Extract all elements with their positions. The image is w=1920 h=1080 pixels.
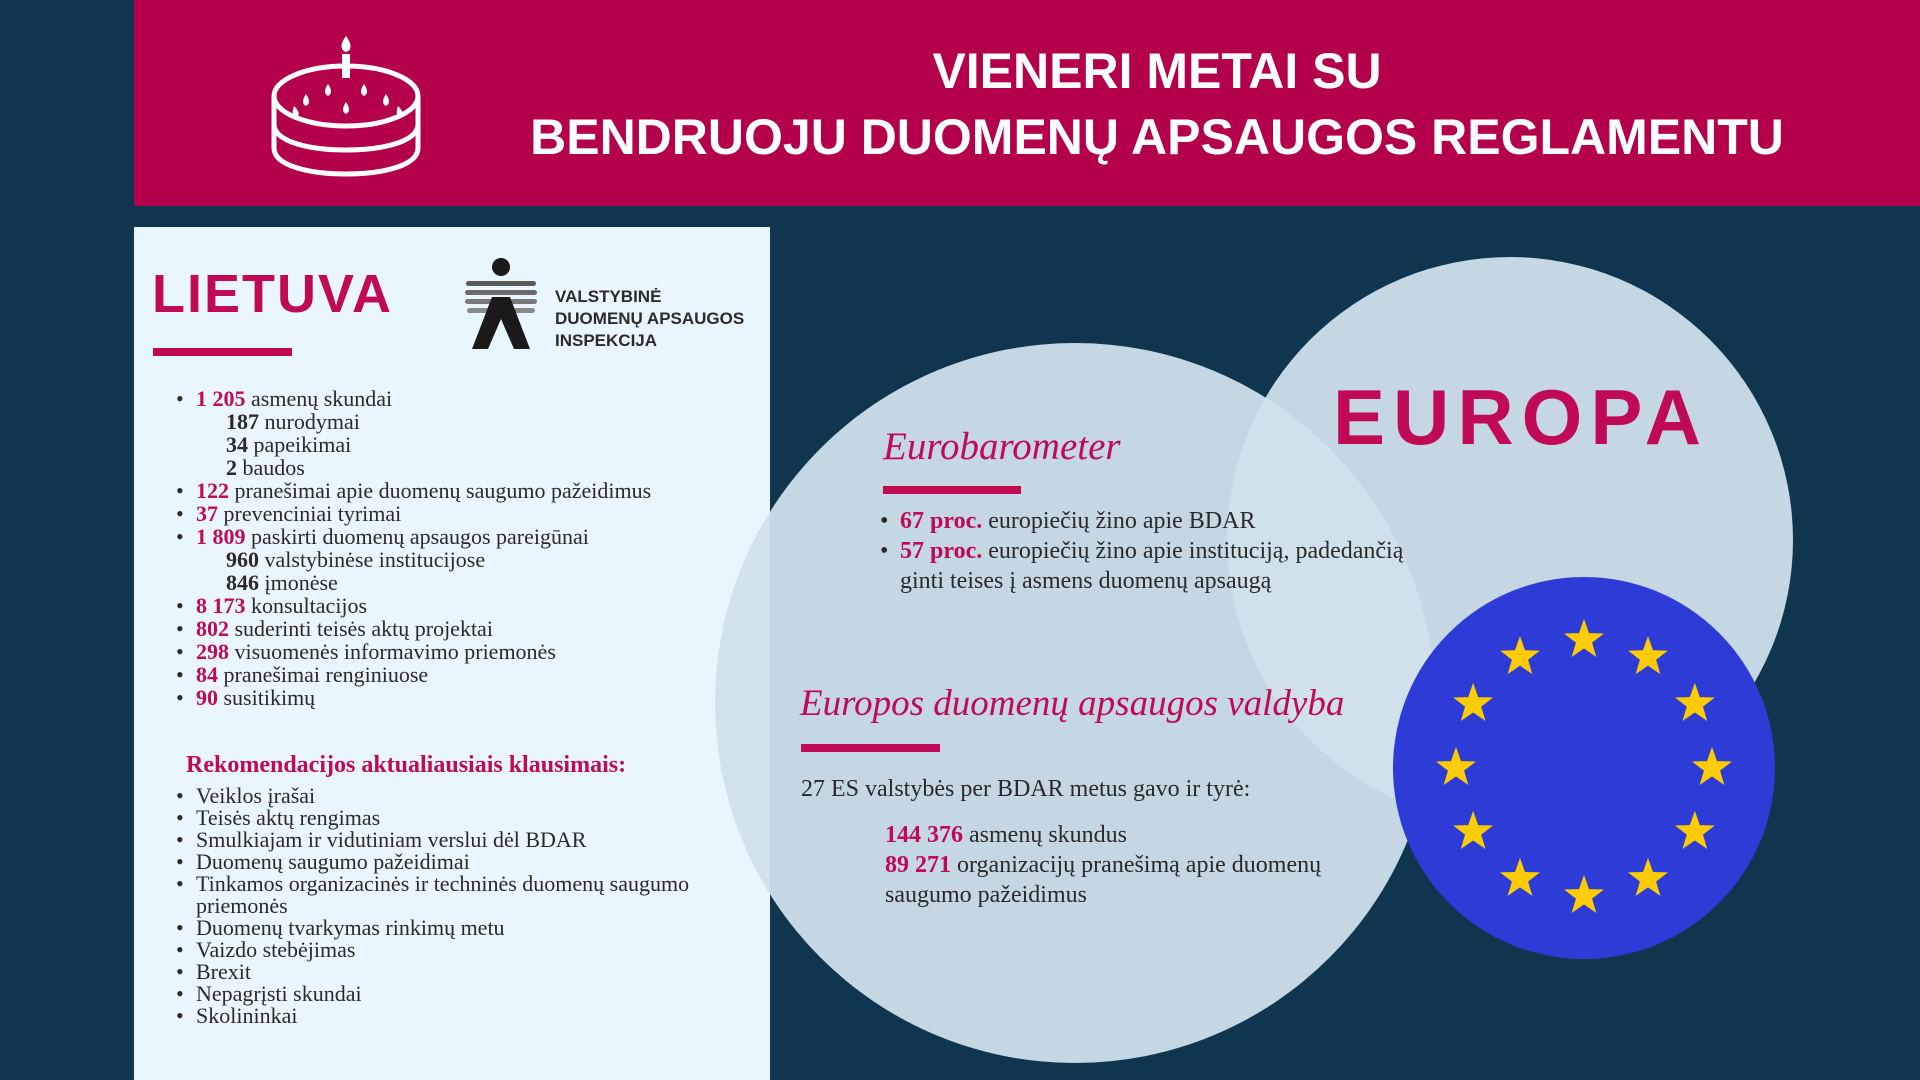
eurobarometer-number: 57 proc.: [900, 538, 983, 564]
lietuva-stat-item: [196, 502, 651, 525]
recommendation-item: • Nepagrįsti skundai: [196, 983, 716, 1005]
europa-title: EUROPA: [1333, 373, 1709, 461]
recommendation-item: • Skolininkai: [196, 1005, 716, 1027]
lietuva-stat-item: [196, 594, 651, 617]
recommendations-list: [196, 785, 716, 1027]
stat-label: asmenų skundai: [245, 386, 393, 411]
stat-number: 802: [196, 616, 229, 641]
edpb-stat-item: [885, 820, 1325, 850]
recommendation-item: • Duomenų tvarkymas rinkimų metu: [196, 917, 716, 939]
stat-label: papeikimai: [248, 432, 352, 457]
eurobarometer-underline: [883, 486, 1021, 494]
stat-label: prevenciniai tyrimai: [218, 501, 402, 526]
stat-number: 2: [226, 455, 237, 480]
stat-label: pranešimai apie duomenų saugumo pažeidimus: [229, 478, 652, 503]
recommendation-item: • Teisės aktų rengimas: [196, 807, 716, 829]
edpb-intro: 27 ES valstybės per BDAR metus gavo ir tyrė:: [801, 776, 1251, 802]
recommendation-item: • Duomenų saugumo pažeidimai: [196, 851, 716, 873]
lietuva-stat-item: [196, 640, 651, 663]
edpb-stat-item: [885, 850, 1325, 910]
vdai-line-3: INSPEKCIJA: [555, 331, 658, 350]
birthday-cake-icon: [270, 32, 422, 178]
lietuva-panel: [134, 227, 770, 1080]
stat-number: 960: [226, 547, 259, 572]
stat-label: įmonėse: [259, 570, 338, 595]
lietuva-stat-item: [196, 548, 651, 571]
eurobarometer-number: 67 proc.: [900, 508, 983, 534]
vdai-logo-icon: [462, 257, 540, 353]
stat-label: visuomenės informavimo priemonės: [229, 639, 556, 664]
lietuva-stat-item: [196, 387, 651, 410]
lietuva-stat-item: [196, 686, 651, 709]
eurobarometer-item: [900, 506, 1420, 536]
stat-number: 34: [226, 432, 248, 457]
lietuva-stat-item: [196, 617, 651, 640]
stat-label: valstybinėse institucijose: [259, 547, 486, 572]
eurobarometer-label: europiečių žino apie instituciją, padedančią ginti teises į asmens duomenų apsaugą: [900, 538, 1404, 594]
stat-number: 187: [226, 409, 259, 434]
stat-number: 122: [196, 478, 229, 503]
stat-number: 84: [196, 662, 218, 687]
edpb-label: asmenų skundus: [963, 822, 1127, 848]
header-banner: [134, 0, 1920, 206]
page-title: [434, 38, 1880, 170]
recommendation-item: • Vaizdo stebėjimas: [196, 939, 716, 961]
edpb-label: organizacijų pranešimą apie duomenų saugumo pažeidimus: [885, 852, 1322, 908]
title-line-1: VIENERI METAI SU: [932, 43, 1382, 99]
eu-flag-icon: [1393, 577, 1775, 959]
stat-label: baudos: [237, 455, 305, 480]
title-line-2: BENDRUOJU DUOMENŲ APSAUGOS REGLAMENTU: [530, 109, 1784, 165]
edpb-number: 89 271: [885, 852, 951, 878]
recommendation-item: • Smulkiajam ir vidutiniam verslui dėl BDAR: [196, 829, 716, 851]
stat-label: nurodymai: [259, 409, 360, 434]
stat-label: suderinti teisės aktų projektai: [229, 616, 493, 641]
lietuva-stats-list: [196, 387, 651, 709]
stat-label: pranešimai renginiuose: [218, 662, 429, 687]
stat-number: 8 173: [196, 593, 246, 618]
stat-number: 298: [196, 639, 229, 664]
recommendation-item: • Veiklos įrašai: [196, 785, 716, 807]
stat-label: paskirti duomenų apsaugos pareigūnai: [245, 524, 589, 549]
lietuva-title: LIETUVA: [152, 264, 393, 324]
stat-number: 1 205: [196, 386, 246, 411]
stat-label: konsultacijos: [245, 593, 368, 618]
lietuva-stat-item: [196, 663, 651, 686]
eurobarometer-item: [900, 536, 1420, 596]
eurobarometer-label: europiečių žino apie BDAR: [982, 508, 1256, 534]
vdai-line-2: DUOMENŲ APSAUGOS: [555, 309, 745, 328]
recommendations-title: Rekomendacijos aktualiausiais klausimais:: [186, 752, 627, 778]
lietuva-stat-item: [196, 525, 651, 548]
recommendation-item: • Tinkamos organizacinės ir techninės duomenų saugumo priemonės: [196, 873, 716, 917]
stat-number: 37: [196, 501, 218, 526]
vdai-logo-text: [555, 286, 744, 352]
recommendation-item: • Brexit: [196, 961, 716, 983]
stat-number: 1 809: [196, 524, 246, 549]
stat-number: 846: [226, 570, 259, 595]
lietuva-stat-item: [196, 410, 651, 433]
eurobarometer-list: [900, 506, 1420, 596]
edpb-heading: Europos duomenų apsaugos valdyba: [800, 683, 1345, 724]
vdai-line-1: VALSTYBINĖ: [555, 287, 662, 306]
eurobarometer-heading: Eurobarometer: [883, 425, 1121, 468]
stat-number: 90: [196, 685, 218, 710]
edpb-underline: [801, 744, 940, 752]
edpb-number: 144 376: [885, 822, 963, 848]
edpb-stats: [885, 820, 1325, 910]
lietuva-underline: [153, 348, 292, 356]
lietuva-stat-item: [196, 433, 651, 456]
lietuva-stat-item: [196, 571, 651, 594]
lietuva-stat-item: [196, 456, 651, 479]
stat-label: susitikimų: [218, 685, 316, 710]
lietuva-stat-item: [196, 479, 651, 502]
